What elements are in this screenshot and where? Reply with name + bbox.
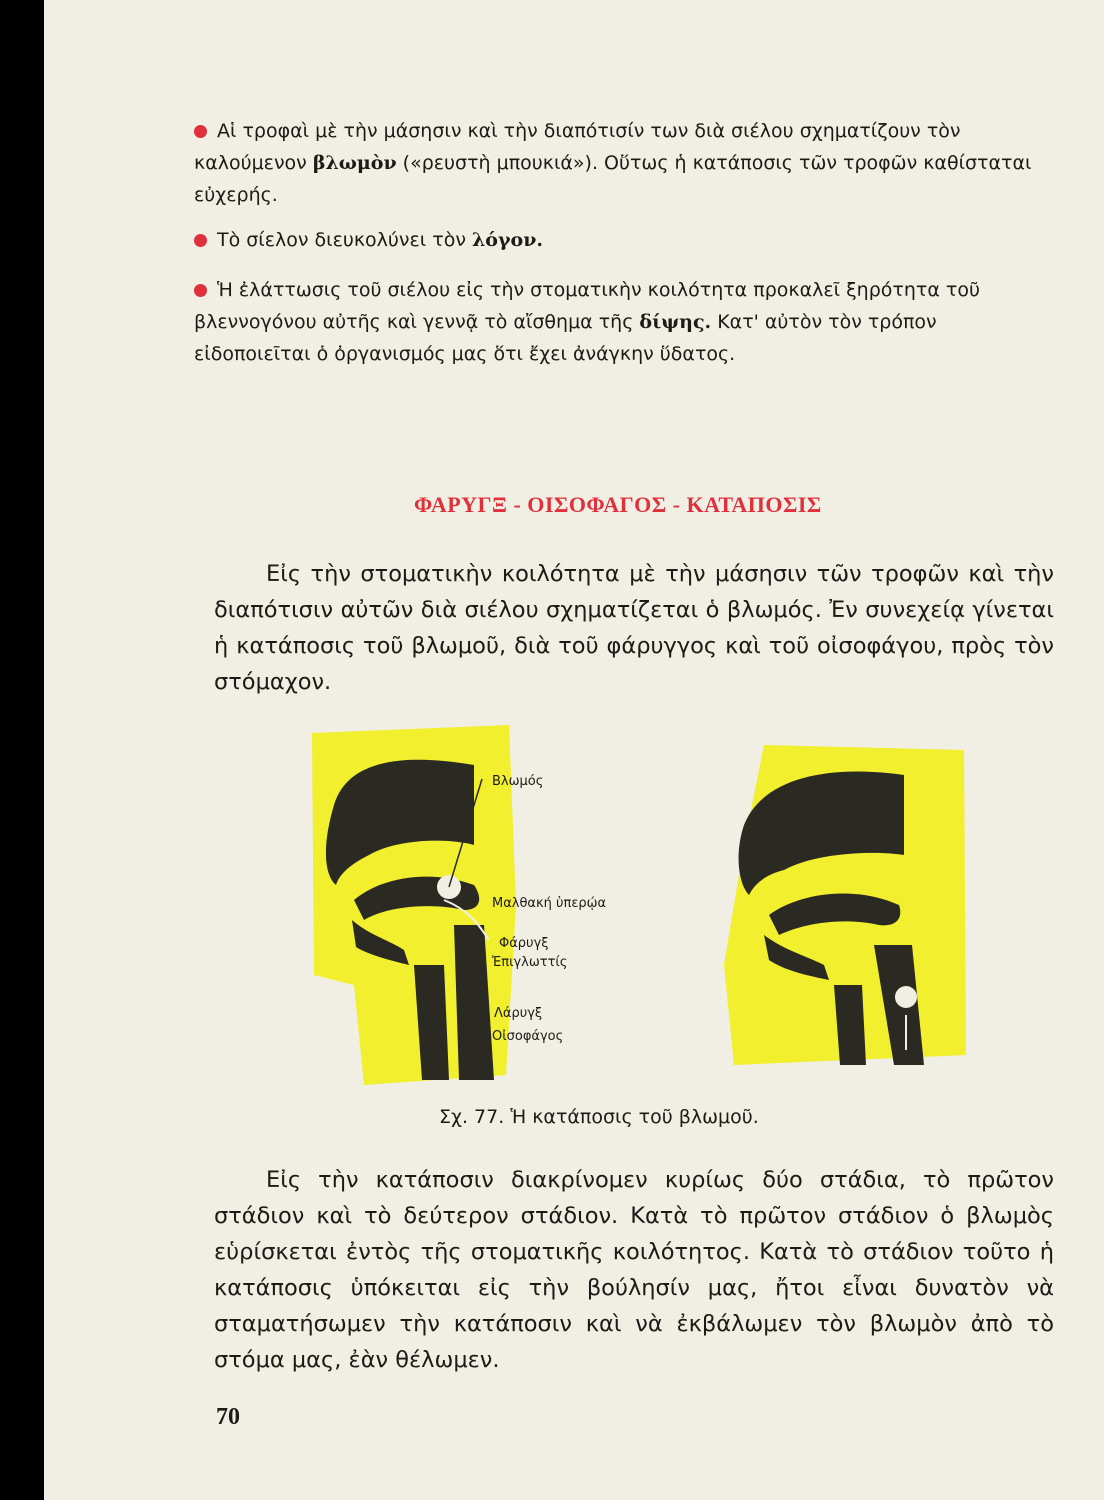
figure-caption: Σχ. 77. Ἡ κατάποσις τοῦ βλωμοῦ. — [439, 1106, 759, 1128]
bolus-shape — [895, 986, 917, 1008]
bold-term: λόγον. — [471, 229, 543, 251]
page-number: 70 — [216, 1404, 240, 1430]
body-paragraph-intro: Εἰς τὴν στοματικὴν κοιλότητα μὲ τὴν μάσησιν τῶν τροφῶν καὶ τὴν διαπότισιν αὐτῶν διὰ σιέλου σχηματίζεται ὁ βλωμός. Ἐν συνεχείᾳ γίνεται ἡ κατάποσις τοῦ βλωμοῦ, διὰ τοῦ φάρυγγος καὶ τοῦ οἰσοφάγου, πρὸς τὸν στόμαχον. — [214, 561, 1054, 695]
bullet-text: Κατ' αὐτὸν τὸν τρόπον εἰδοποιεῖται ὁ ὀργανισμός μας ὅτι ἔχει ἀνάγκην ὕδατος. — [194, 311, 937, 365]
label-pharynx: Φάρυγξ — [499, 936, 549, 951]
label-larynx: Λάρυγξ — [494, 1006, 543, 1021]
bullet-text: Ἡ ἐλάττωσις τοῦ σιέλου εἰς τὴν στοματικὴν κοιλότητα προκαλεῖ ξηρότητα τοῦ βλεννογόνου αὐτῆς καὶ γεννᾷ τὸ αἴσθημα τῆς — [194, 279, 980, 333]
bullet-text: («ρευστὴ μπουκιά»). Οὕτως ἡ κατάποσις τῶν τροφῶν καθίσταται εὐχερής. — [194, 152, 1032, 206]
red-bullet-icon — [194, 284, 207, 297]
label-epiglottis: Ἐπιγλωττίς — [492, 955, 568, 970]
swallowing-diagram-stage-2 — [694, 735, 974, 1075]
label-soft-palate: Μαλθακή ὑπερῴα — [492, 896, 607, 911]
bullet-paragraph-bolus — [194, 115, 1044, 211]
bold-term: δίψης. — [639, 311, 712, 333]
swallowing-diagram-stage-1 — [294, 725, 524, 1085]
book-page — [44, 0, 1104, 1500]
label-bolus: Βλωμός — [492, 774, 544, 789]
bullet-paragraph-thirst — [194, 274, 1044, 370]
bullet-text: Αἱ τροφαὶ μὲ τὴν μάσησιν καὶ τὴν διαπότισίν των διὰ σιέλου σχηματίζουν τὸν καλούμενον — [194, 120, 961, 174]
bold-term: βλωμὸν — [312, 152, 397, 174]
bullet-text: Τὸ σίελον διευκολύνει τὸν — [217, 229, 472, 251]
section-title: ΦΑΡΥΓΞ - ΟΙΣΟΦΑΓΟΣ - ΚΑΤΑΠΟΣΙΣ — [414, 492, 822, 517]
body-paragraph-stages: Εἰς τὴν κατάποσιν διακρίνομεν κυρίως δύο στάδια, τὸ πρῶτον στάδιον καὶ τὸ δεύτερον στάδιον. Κατὰ τὸ πρῶτον στάδιον ὁ βλωμὸς εὑρίσκεται ἐντὸς τῆς στοματικῆς κοιλότητος. Κατὰ τὸ στάδιον τοῦτο ἡ κατάποσις ὑπόκειται εἰς τὴν βούλησίν μας, ἤτοι εἶναι δυνατὸν νὰ σταματήσωμεν τὴν κατάποσιν καὶ νὰ ἐκβάλωμεν τὸν βλωμὸν ἀπὸ τὸ στόμα μας, ἐὰν θέλωμεν. — [214, 1167, 1054, 1373]
label-esophagus: Οἰσοφάγος — [492, 1029, 564, 1044]
red-bullet-icon — [194, 125, 207, 138]
bullet-paragraph-speech — [194, 224, 1044, 256]
red-bullet-icon — [194, 234, 207, 247]
